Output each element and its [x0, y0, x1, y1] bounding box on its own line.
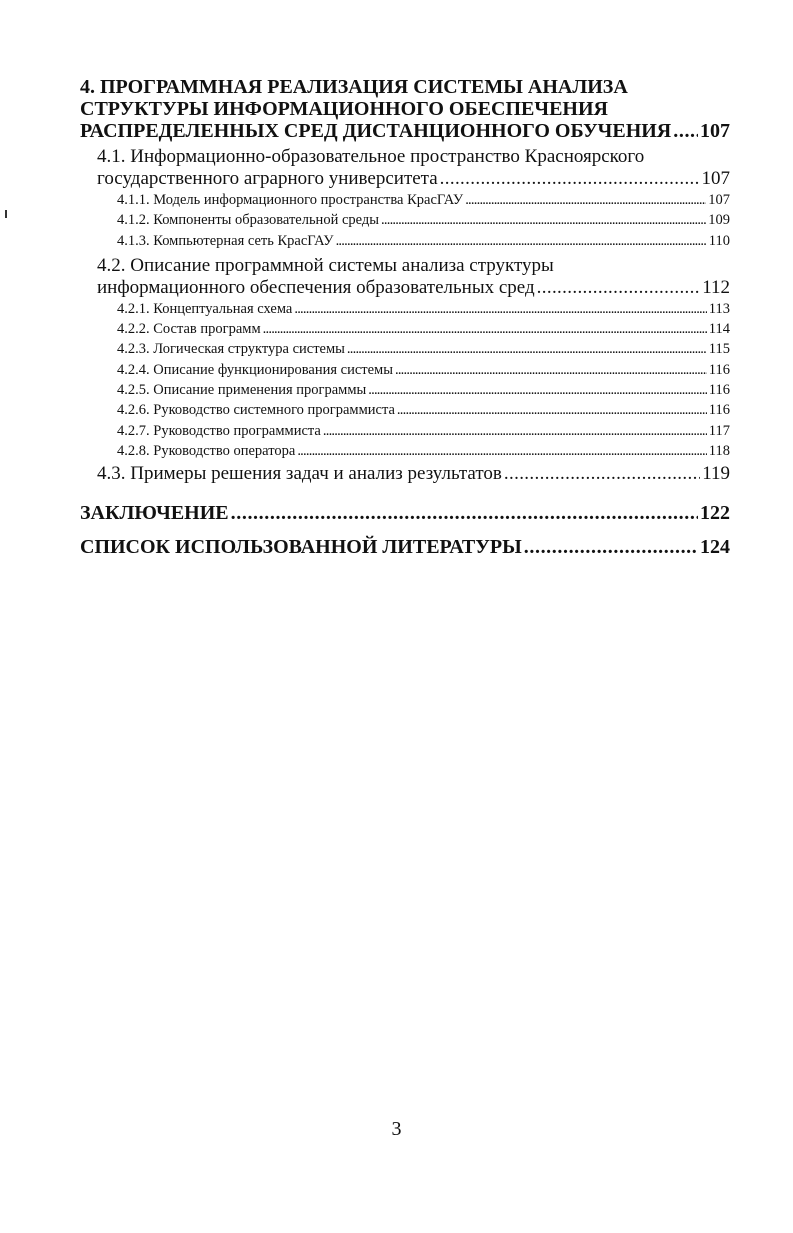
section-title-row: [97, 168, 730, 190]
dot-leader: [294, 299, 706, 319]
subsection-4-2-8: [117, 441, 730, 461]
dot-leader: [524, 533, 698, 561]
subsection-title: 4.2.3. Логическая структура системы: [117, 341, 345, 358]
section-title-line: информационного обеспечения образовательных сред: [97, 276, 535, 298]
subsection-title: 4.2.1. Концептуальная схема: [117, 300, 293, 317]
page-ref: 110: [708, 232, 730, 249]
page-ref: 115: [708, 341, 730, 358]
page-ref: 122: [700, 502, 730, 525]
chapter-title-line: СТРУКТУРЫ ИНФОРМАЦИОННОГО ОБЕСПЕЧЕНИЯ: [80, 98, 608, 120]
subsection-4-2-5: [117, 380, 730, 400]
subsection-4-2-3: [117, 339, 730, 359]
section-4-2: [97, 255, 730, 299]
dot-leader: [336, 231, 707, 251]
section-title-line: государственного аграрного университета: [97, 168, 438, 189]
section-4-1: [97, 146, 730, 190]
page-ref: 124: [700, 536, 730, 559]
subsection-title: 4.1.3. Компьютерная сеть КрасГАУ: [117, 232, 334, 249]
page-ref: 107: [700, 120, 730, 142]
subsection-4-2-7: [117, 421, 730, 441]
page-ref: 116: [708, 361, 730, 378]
subsection-4-2-2: [117, 319, 730, 339]
chapter-title-line: РАСПРЕДЕЛЕННЫХ СРЕД ДИСТАНЦИОННОГО ОБУЧЕНИЯ: [80, 120, 672, 142]
scan-margin-mark: [5, 210, 7, 218]
chapter-title-row: [80, 120, 730, 142]
dot-leader: [231, 499, 698, 527]
table-of-contents: [80, 76, 730, 561]
page-ref: 107: [708, 192, 730, 208]
dot-leader: [323, 421, 707, 441]
dot-leader: [397, 400, 707, 420]
dot-leader: [263, 319, 707, 339]
subsection-4-1-3: [117, 231, 730, 251]
subsection-title: 4.2.2. Состав программ: [117, 321, 261, 338]
conclusion-title: ЗАКЛЮЧЕНИЕ: [80, 502, 229, 525]
page-ref: 113: [708, 300, 730, 317]
subsection-4-1-1: [117, 190, 730, 210]
page-ref: 109: [708, 212, 730, 229]
dot-leader: [465, 190, 706, 210]
dot-leader: [504, 463, 700, 485]
dot-leader: [347, 339, 707, 359]
subsection-title: 4.2.6. Руководство системного программиста: [117, 402, 395, 419]
section-4-3: [97, 463, 730, 485]
dot-leader: [395, 360, 707, 380]
dot-leader: [673, 120, 698, 142]
page-number: 3: [391, 1118, 402, 1140]
references-title: СПИСОК ИСПОЛЬЗОВАННОЙ ЛИТЕРАТУРЫ: [80, 536, 522, 559]
chapter-4-heading: [80, 76, 730, 142]
subsection-4-2-6: [117, 400, 730, 420]
page-ref: 118: [708, 442, 730, 459]
section-title-line: 4.2. Описание программной системы анализа структуры: [97, 254, 554, 276]
page-ref: 112: [702, 276, 730, 298]
subsection-title: 4.2.8. Руководство оператора: [117, 442, 296, 459]
page-ref: 116: [708, 382, 730, 399]
dot-leader: [297, 441, 706, 461]
section-title-row: [97, 463, 730, 485]
dot-leader: [440, 168, 700, 190]
section-title-row: [97, 277, 730, 299]
conclusion-entry: [80, 499, 730, 527]
page-ref: 117: [708, 422, 730, 439]
subsection-title: 4.1.2. Компоненты образовательной среды: [117, 212, 380, 229]
subsection-4-1-2: [117, 210, 730, 230]
dot-leader: [368, 380, 707, 400]
subsection-title: 4.1.1. Модель информационного пространства КрасГАУ: [117, 192, 464, 208]
page-ref: 107: [701, 168, 730, 189]
dot-leader: [381, 210, 706, 230]
section-title-line: 4.3. Примеры решения задач и анализ результатов: [97, 463, 502, 485]
dot-leader: [537, 277, 701, 299]
subsection-title: 4.2.7. Руководство программиста: [117, 422, 321, 439]
page-ref: 119: [702, 463, 730, 485]
subsection-title: 4.2.4. Описание функционирования системы: [117, 361, 393, 378]
section-title-line: 4.1. Информационно-образовательное пространство Красноярского: [97, 146, 645, 167]
page-ref: 114: [708, 321, 730, 338]
subsection-4-2-1: [117, 299, 730, 319]
references-entry: [80, 533, 730, 561]
subsection-title: 4.2.5. Описание применения программы: [117, 382, 367, 399]
chapter-title-line: 4. ПРОГРАММНАЯ РЕАЛИЗАЦИЯ СИСТЕМЫ АНАЛИЗА: [80, 76, 628, 98]
subsection-4-2-4: [117, 360, 730, 380]
page-ref: 116: [708, 402, 730, 419]
